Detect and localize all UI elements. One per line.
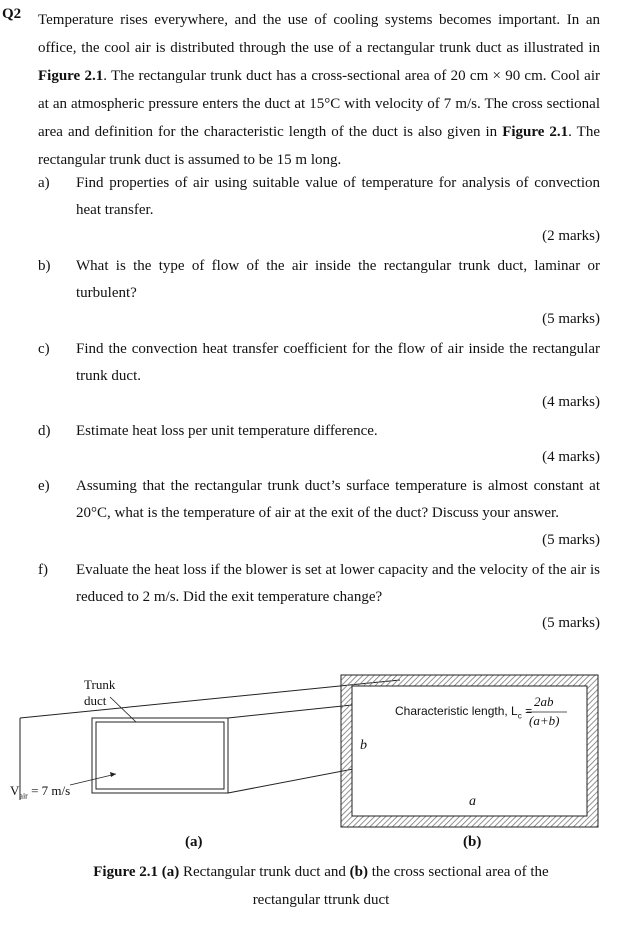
duct-front-face [92, 718, 228, 793]
part-text: Find the convection heat transfer coefficient for the flow of air inside the rectangular trunk duct. [76, 341, 600, 384]
part-label: c) [38, 341, 50, 357]
velocity-value: = 7 m/s [27, 783, 71, 798]
part-text: Find properties of air using suitable value of temperature for analysis of convection heat transfer. [76, 175, 600, 218]
figure-caption [0, 858, 642, 914]
intro-figure-ref-1: Figure 2.1 [38, 68, 104, 84]
char-length-subscript: c [517, 711, 522, 721]
caption-line-1 [0, 858, 642, 886]
part-d [38, 418, 600, 445]
panel-a-label: (a) [185, 834, 203, 850]
part-a [38, 170, 600, 224]
formula-numerator: 2ab [534, 694, 554, 709]
panel-b-label: (b) [463, 834, 482, 850]
velocity-subscript: air [19, 791, 28, 801]
intro-text-1: Temperature rises everywhere, and the use of cooling systems becomes important. In an office, the cool air is distributed through the use of a rectangular trunk duct as illustrated in [38, 12, 600, 56]
part-text: Evaluate the heat loss if the blower is set at lower capacity and the velocity of the air is reduced to 2 m/s. Did the exit temperature change? [76, 562, 600, 605]
part-label: d) [38, 423, 51, 439]
caption-text-2: the cross sectional area of the [367, 864, 549, 880]
question-intro [38, 6, 600, 174]
part-label: f) [38, 562, 48, 578]
part-text: Assuming that the rectangular trunk duct’s surface temperature is almost constant at 20°C, what is the temperature of air at the exit of the duct? Discuss your answer. [76, 478, 600, 521]
duct-inner-face [96, 722, 224, 789]
duct-label-line1: Trunk [84, 677, 116, 692]
part-label: a) [38, 175, 50, 191]
part-c [38, 336, 600, 390]
velocity-arrow [70, 774, 116, 785]
part-c-marks: (4 marks) [542, 394, 600, 410]
part-label: b) [38, 258, 51, 274]
part-b-marks: (5 marks) [542, 311, 600, 327]
caption-figure-ref: Figure 2.1 [93, 864, 158, 880]
side-a-label: a [469, 794, 476, 809]
part-b [38, 253, 600, 307]
part-e-marks: (5 marks) [542, 532, 600, 548]
part-f-marks: (5 marks) [542, 615, 600, 631]
question-number: Q2 [2, 6, 22, 22]
characteristic-length-label [395, 704, 532, 720]
velocity-label [10, 783, 70, 801]
side-b-label: b [360, 738, 367, 753]
caption-line-2: rectangular ttrunk duct [252, 892, 390, 908]
caption-a-ref: (a) [157, 864, 180, 880]
figure-2-1 [0, 670, 642, 840]
part-text: Estimate heat loss per unit temperature difference. [76, 423, 378, 439]
part-f [38, 557, 600, 611]
velocity-symbol: V [10, 783, 20, 798]
formula-denominator: (a+b) [529, 713, 560, 728]
duct-label-line2: duct [84, 693, 107, 708]
char-length-equals: = [525, 704, 533, 718]
part-label: e) [38, 478, 50, 494]
caption-text-1: Rectangular trunk duct and [179, 864, 350, 880]
part-e [38, 473, 600, 527]
char-length-text: Characteristic length, L [395, 704, 518, 718]
part-a-marks: (2 marks) [542, 228, 600, 244]
part-text: What is the type of flow of the air inside the rectangular trunk duct, laminar or turbulent? [76, 258, 600, 301]
part-d-marks: (4 marks) [542, 449, 600, 465]
intro-text-2: . The rectangular trunk duct has a cross-sectional area of 20 cm × 90 cm. Cool air at an atmospheric pressure enters the duct at 15°C with velocity of 7 m/s. The cross sectional area and definition for the characteristic length of the duct is also given in [38, 68, 600, 140]
intro-figure-ref-2: Figure 2.1 [502, 124, 569, 140]
intro-text-3: . The rectangular trunk duct is assumed to be 15 m long. [38, 124, 600, 168]
caption-b-ref: (b) [349, 864, 368, 880]
velocity-arrow-head [110, 772, 116, 777]
